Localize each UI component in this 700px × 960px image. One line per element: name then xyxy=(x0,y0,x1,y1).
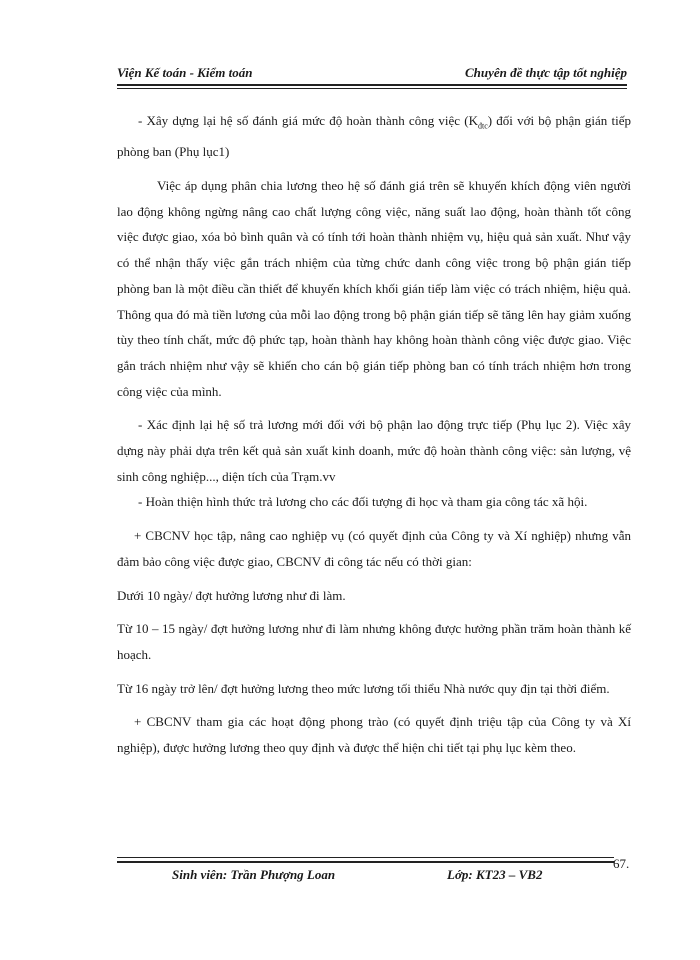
paragraph-under-10-days: Dưới 10 ngày/ đợt hưởng lương như đi làm. xyxy=(117,587,346,603)
paragraph-cbcnv-movement: + CBCNV tham gia các hoạt động phong trào (có quyết định triệu tập của Công ty và Xí nghiệp), được hưởng lương theo quy định và được thể hiện chi tiết tại phụ lục kèm theo. xyxy=(117,714,631,756)
paragraph-coefficient-rebuild xyxy=(117,108,631,165)
paragraph-text: - Xây dựng lại hệ số đánh giá mức độ hoàn thành công việc (K xyxy=(138,113,478,128)
header-rule-thin xyxy=(117,88,627,89)
paragraph-16-days: Từ 16 ngày trở lên/ đợt hưởng lương theo mức lương tối thiểu Nhà nước quy địn tại thời điểm. xyxy=(117,680,610,696)
header-report-title: Chuyên đề thực tập tốt nghiệp xyxy=(465,65,627,80)
subscript: đtc xyxy=(477,121,488,131)
footer-rule-thin xyxy=(117,857,614,858)
document-body xyxy=(117,108,631,761)
footer-student-name: Sinh viên: Trần Phượng Loan xyxy=(172,867,336,882)
paragraph-10-15-days: Từ 10 – 15 ngày/ đợt hưởng lương như đi làm nhưng không được hưởng phần trăm hoàn thành kế hoạch. xyxy=(117,621,631,662)
page-footer xyxy=(117,862,627,890)
paragraph-text: ) đối với bộ phận gián tiếp phòng ban (Phụ lục1) xyxy=(117,113,631,160)
paragraph-training-pay: - Hoàn thiện hình thức trả lương cho các đối tượng đi học và tham gia công tác xã hội. xyxy=(138,494,588,510)
header-institute: Viện Kế toán - Kiểm toán xyxy=(117,65,253,80)
header-rule-thick xyxy=(117,84,627,86)
paragraph-cbcnv-study: + CBCNV học tập, nâng cao nghiệp vụ (có quyết định của Công ty và Xí nghiệp) nhưng vẫn đảm bảo công việc được giao, CBCNV đi công tác nếu có thời gian: xyxy=(117,528,631,569)
page-header xyxy=(117,62,627,84)
paragraph-salary-division: Việc áp dụng phân chia lương theo hệ số đánh giá trên sẽ khuyến khích động viên người lao động không ngừng nâng cao chất lượng công việc, năng suất lao động, hoàn thành tốt công việc được giao, xóa bỏ bình quân và có tính tới hoàn thành nhiệm vụ, hiệu quả sản xuất. Như vậy có thể nhận thấy việc gắn trách nhiệm của từng chức danh công việc trong bộ phận gián tiếp phòng ban là một điều cần thiết để khuyến khích khối gián tiếp làm việc có trách nhiệm, hiệu quả. Thông qua đó mà tiền lương của mỗi lao động trong bộ phận gián tiếp sẽ tăng lên hay giảm xuống tùy theo tính chất, mức độ phức tạp, hoàn thành hay không hoàn thành công việc được giao. Việc gắn trách nhiệm như vậy sẽ khiến cho cán bộ gián tiếp phòng ban có tính trách nhiệm hơn trong công việc của mình. xyxy=(117,178,631,399)
footer-class: Lớp: KT23 – VB2 xyxy=(447,867,543,882)
paragraph-direct-labor: - Xác định lại hệ số trả lương mới đối với bộ phận lao động trực tiếp (Phụ lục 2). Việc xây dựng này phải dựa trên kết quả sản xuất kinh doanh, mức độ hoàn thành công việc: sản lượng, vệ sinh công nghiệp..., diện tích của Trạm.vv xyxy=(117,417,631,484)
page-number: 67. xyxy=(613,856,630,871)
